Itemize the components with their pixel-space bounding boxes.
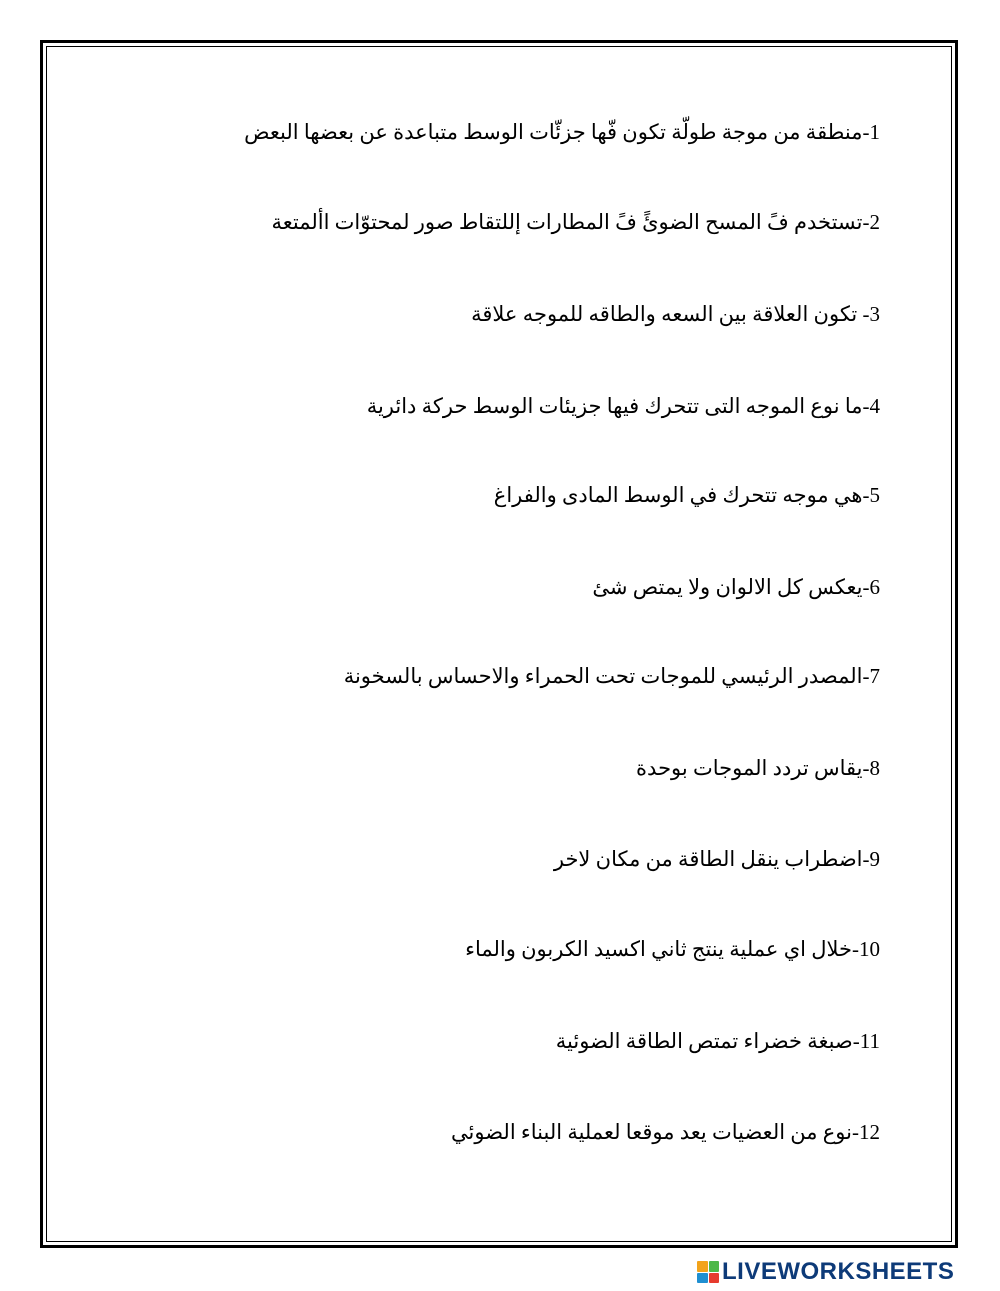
question-7: 7-المصدر الرئيسي للموجات تحت الحمراء والاحساس بالسخونة: [343, 664, 880, 688]
liveworksheets-logo[interactable]: [697, 1258, 954, 1286]
question-3: 3- تكون العلاقة بين السعه والطاقه للموجه علاقة: [471, 302, 880, 326]
question-5: 5-هي موجه تتحرك في الوسط المادى والفراغ: [493, 483, 880, 507]
question-9: 9-اضطراب ينقل الطاقة من مكان لاخر: [553, 847, 880, 871]
question-4: 4-ما نوع الموجه التى تتحرك فيها جزيئات الوسط حركة دائرية: [366, 394, 880, 418]
question-8: 8-يقاس تردد الموجات بوحدة: [636, 756, 880, 780]
logo-text: LIVEWORKSHEETS: [722, 1258, 955, 1285]
logo-square-3: [697, 1273, 708, 1284]
question-11: 11-صبغة خضراء تمتص الطاقة الضوئية: [555, 1029, 880, 1053]
logo-square-4: [709, 1273, 720, 1284]
question-6: 6-يعكس كل الالوان ولا يمتص شئ: [592, 575, 880, 599]
liveworksheets-logo-icon: [697, 1261, 719, 1283]
question-12: 12-نوع من العضيات يعد موقعا لعملية البناء الضوئي: [451, 1120, 880, 1144]
logo-square-1: [697, 1261, 708, 1272]
question-10: 10-خلال اي عملية ينتج ثاني اكسيد الكربون والماء: [465, 937, 880, 961]
question-2: 2-تستخدم فً المسح الضوئً فً المطارات إللتقاط صور لمحتوّات األمتعة: [271, 210, 880, 234]
question-1: 1-منطقة من موجة طولّة تكون فّها جزئّات الوسط متباعدة عن بعضها البعض: [244, 120, 880, 144]
logo-square-2: [709, 1261, 720, 1272]
